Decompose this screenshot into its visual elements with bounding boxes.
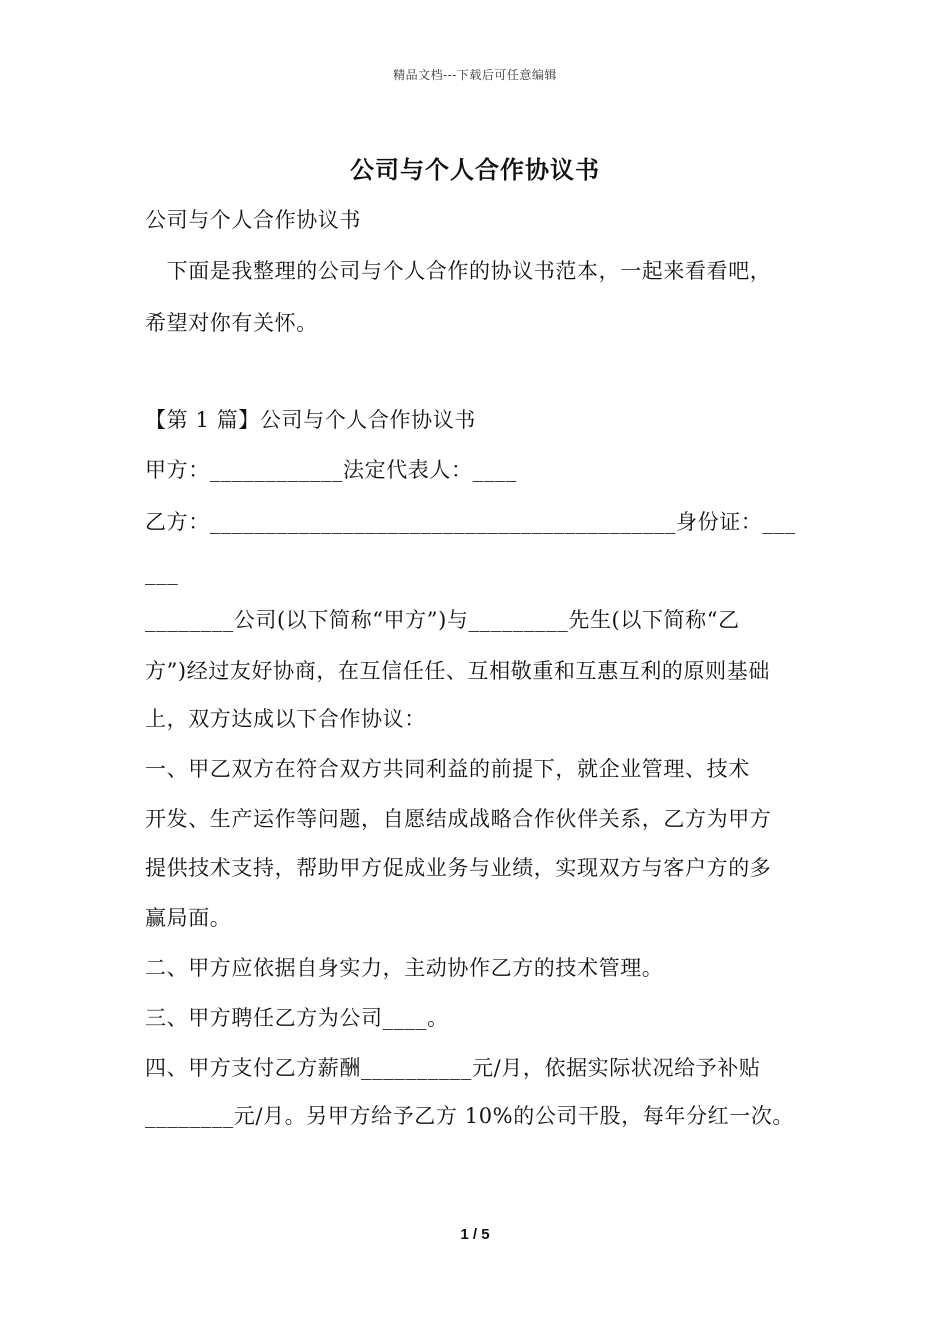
- body-line: 四、甲方支付乙方薪酬__________元/月，依据实际状况给予补贴: [145, 1056, 761, 1080]
- body-line: 开发、生产运作等问题，自愿结成战略合作伙伴关系，乙方为甲方: [145, 807, 772, 831]
- body-line: 上，双方达成以下合作协议：: [145, 707, 426, 731]
- body-line: 赢局面。: [145, 906, 232, 930]
- body-line: 希望对你有关怀。: [145, 311, 318, 335]
- document-title: 公司与个人合作协议书: [350, 155, 600, 184]
- page-number: 1 / 5: [460, 1226, 490, 1243]
- body-line: ___: [145, 561, 179, 585]
- body-line: 下面是我整理的公司与个人合作的协议书范本，一起来看看吧，: [145, 259, 772, 283]
- body-line: 公司与个人合作协议书: [145, 208, 361, 232]
- body-line: 甲方：____________法定代表人：____: [145, 458, 517, 482]
- body-line: 二、甲方应依据自身实力，主动协作乙方的技术管理。: [145, 956, 664, 980]
- body-line: 【第 1 篇】公司与个人合作协议书: [145, 408, 476, 432]
- page-header: 精品文档---下载后可任意编辑: [393, 68, 557, 82]
- body-line: 方”)经过友好协商，在互信任任、互相敬重和互惠互利的原则基础: [145, 659, 770, 683]
- body-line: 乙方：__________________________________________身份证：___: [145, 510, 796, 534]
- body-line: ________元/月。另甲方给予乙方 10%的公司干股，每年分红一次。: [145, 1104, 795, 1128]
- body-line: 提供技术支持，帮助甲方促成业务与业绩，实现双方与客户方的多: [145, 856, 772, 880]
- body-line: 三、甲方聘任乙方为公司____。: [145, 1006, 449, 1030]
- body-line: 一、甲乙双方在符合双方共同利益的前提下，就企业管理、技术: [145, 757, 750, 781]
- body-line: ________公司(以下简称“甲方”)与_________先生(以下简称“乙: [145, 608, 740, 632]
